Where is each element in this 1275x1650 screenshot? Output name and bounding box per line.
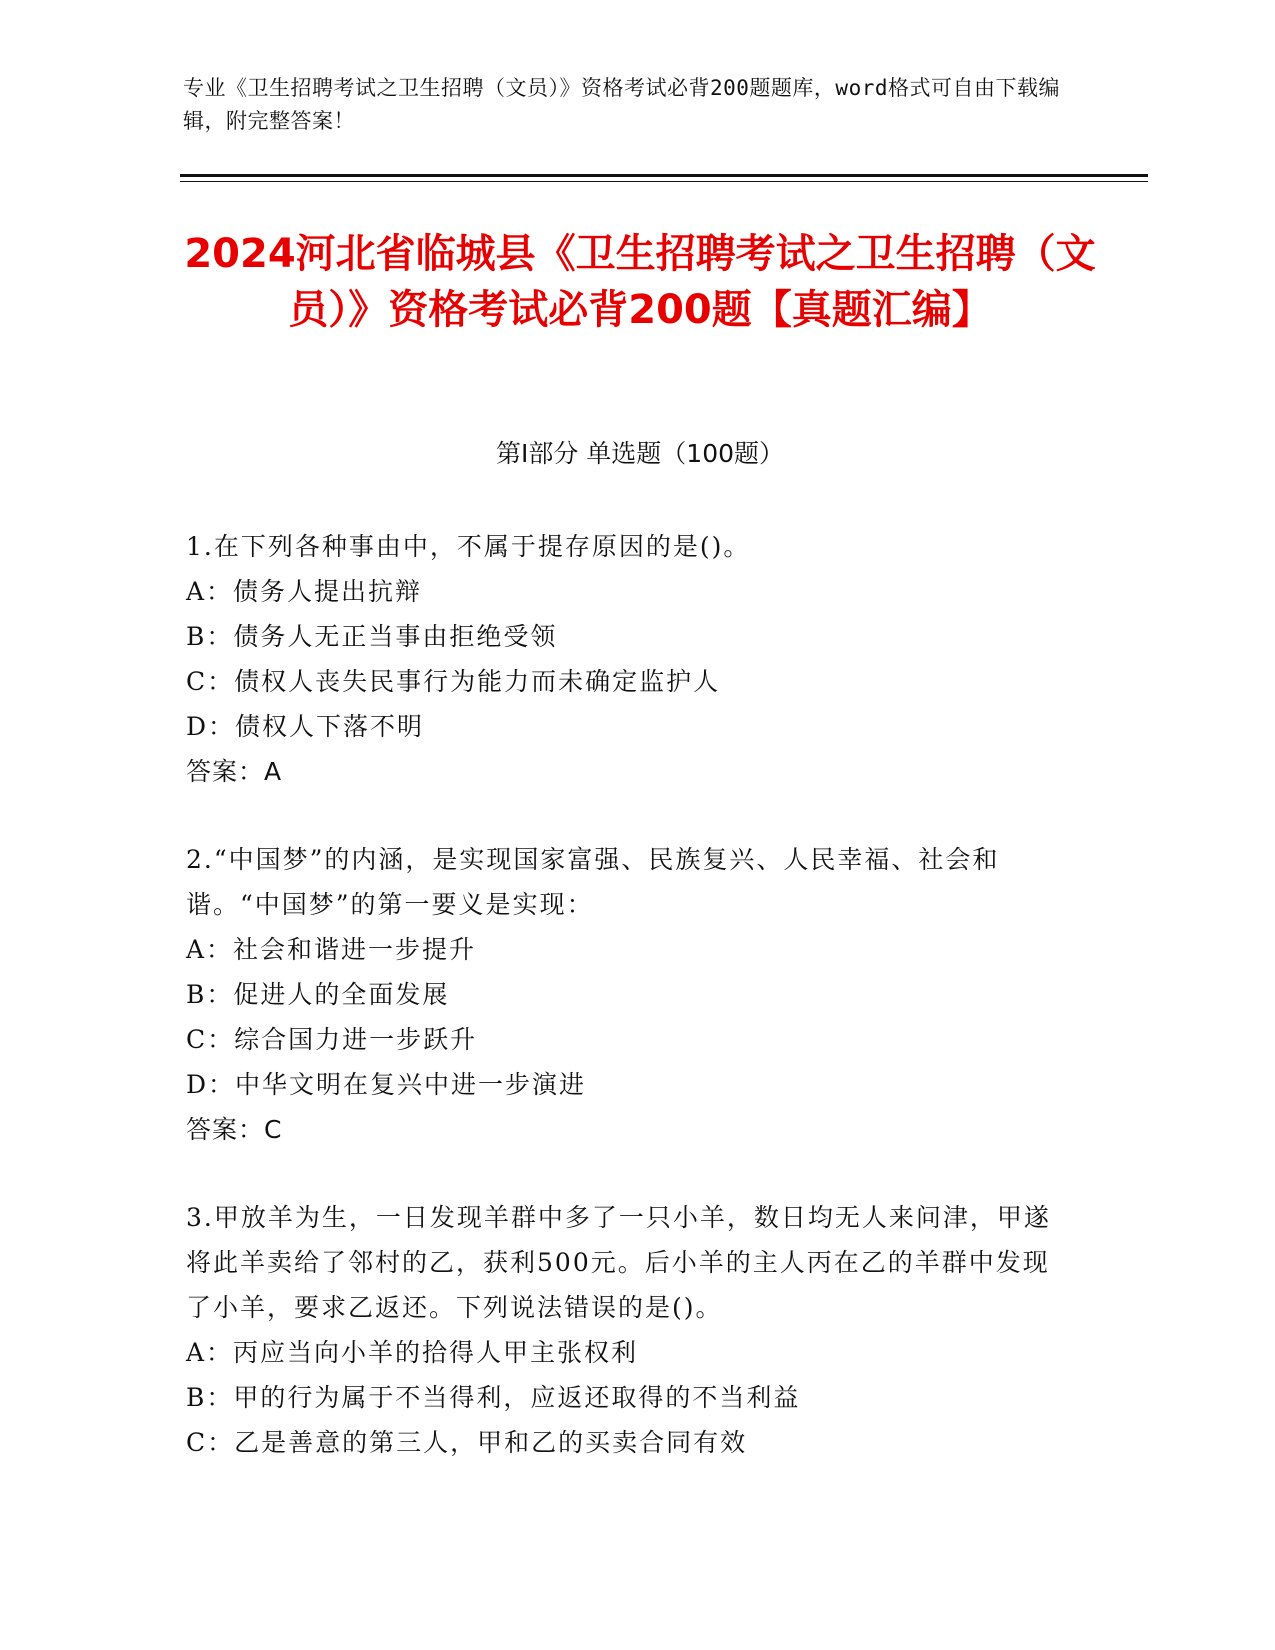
option-a: A：丙应当向小羊的拾得人甲主张权利 — [186, 1338, 639, 1367]
section-title: 第I部分 单选题（100题） — [495, 439, 785, 468]
option-a: A：社会和谐进一步提升 — [186, 935, 477, 964]
option-c: C：债权人丧失民事行为能力而未确定监护人 — [186, 667, 721, 696]
document-title: 2024河北省临城县《卫生招聘考试之卫生招聘（文员）》资格考试必背200题【真题汇编】 — [184, 231, 1096, 333]
header-rule-thick — [180, 174, 1148, 177]
question-1 — [186, 524, 1066, 794]
option-c: C：乙是善意的第三人，甲和乙的买卖合同有效 — [186, 1428, 748, 1457]
option-b: B：甲的行为属于不当得利，应返还取得的不当利益 — [186, 1383, 801, 1412]
answer-value: C — [264, 1115, 283, 1144]
option-c: C：综合国力进一步跃升 — [186, 1025, 478, 1054]
answer-label: 答案： — [186, 757, 265, 786]
option-b: B：促进人的全面发展 — [186, 980, 450, 1009]
answer-value: A — [264, 757, 283, 786]
question-list — [186, 524, 1066, 1508]
question-stem: 3.甲放羊为生，一日发现羊群中多了一只小羊，数日均无人来问津，甲遂将此羊卖给了邻村的乙，获利500元。后小羊的主人丙在乙的羊群中发现了小羊，要求乙返还。下列说法错误的是()。 — [186, 1203, 1051, 1322]
option-a: A：债务人提出抗辩 — [186, 577, 423, 606]
header-note: 专业《卫生招聘考试之卫生招聘（文员）》资格考试必背200题题库，word格式可自由下载编辑，附完整答案！ — [183, 76, 1060, 133]
question-2 — [186, 837, 1066, 1152]
answer-line — [186, 749, 1066, 794]
question-stem: 1.在下列各种事由中，不属于提存原因的是()。 — [186, 532, 751, 561]
option-d: D：中华文明在复兴中进一步演进 — [186, 1070, 587, 1099]
question-stem: 2.“中国梦”的内涵，是实现国家富强、民族复兴、人民幸福、社会和谐。“中国梦”的第一要义是实现： — [186, 845, 1000, 919]
answer-label: 答案： — [186, 1115, 265, 1144]
question-3 — [186, 1195, 1066, 1465]
option-d: D：债权人下落不明 — [186, 712, 425, 741]
header-rule-thin — [180, 181, 1148, 182]
answer-line — [186, 1107, 1066, 1152]
option-b: B：债务人无正当事由拒绝受领 — [186, 622, 558, 651]
